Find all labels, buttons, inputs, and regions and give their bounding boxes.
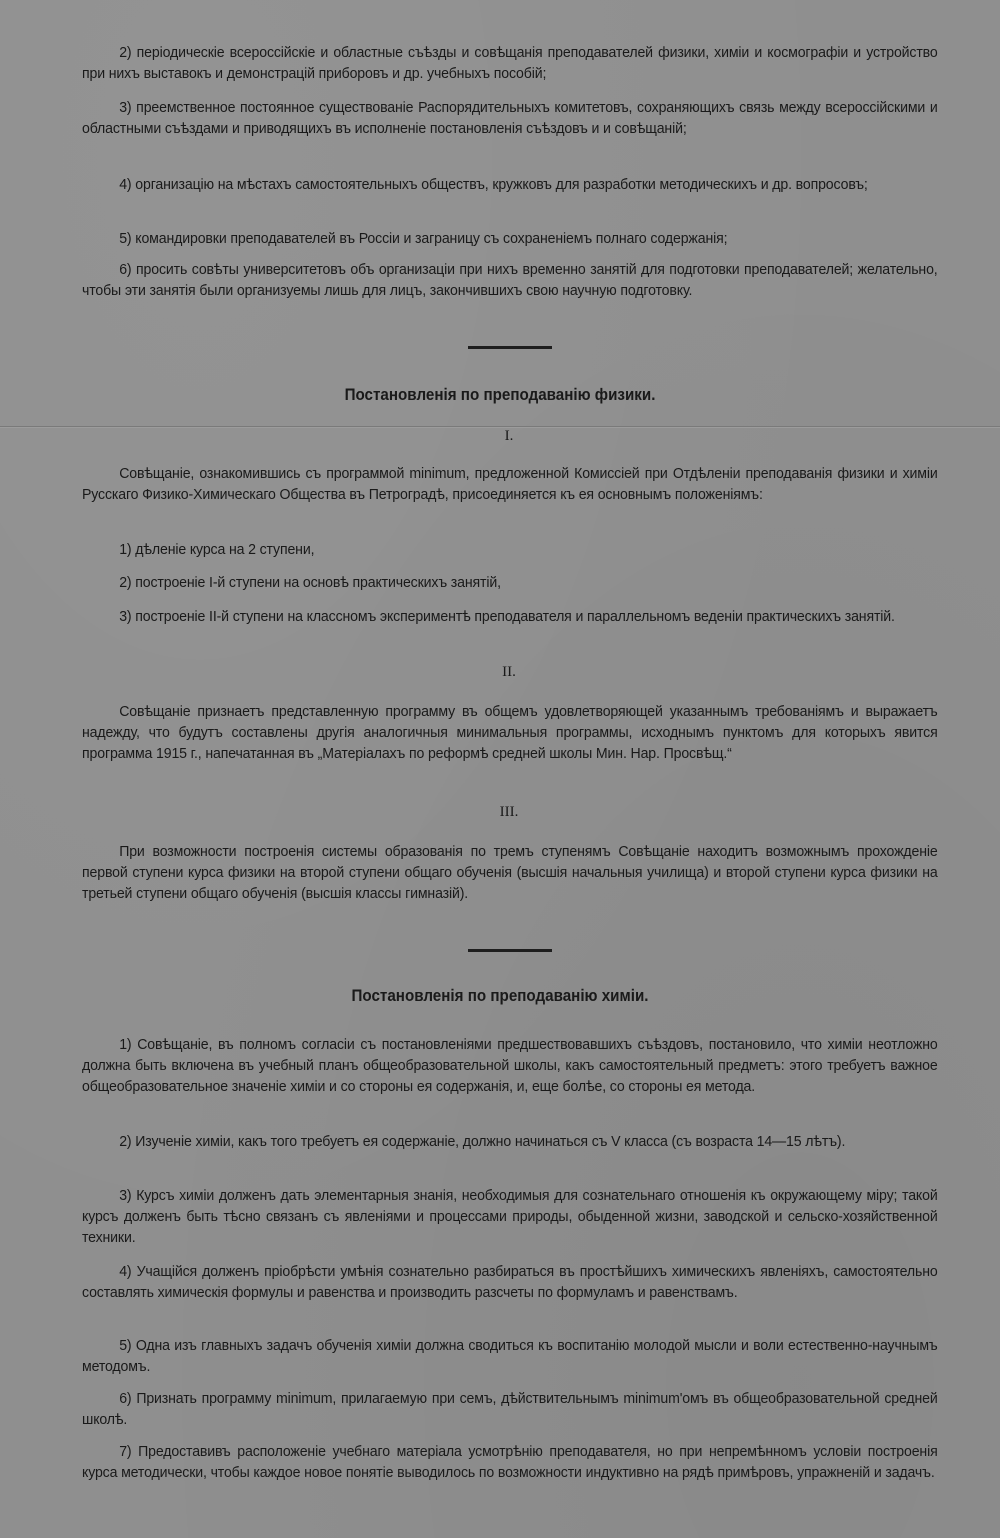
chemistry-list-item: 1) Совѣщаніе, въ полномъ согласіи съ постановленіями предшествовавшихъ съѣздовъ, постановило, что химіи неотложно должна быть включена въ учебный планъ общеобразовательной школы, какъ самостоятельный предметъ: этого требуетъ важное общеобразовательное значеніе химіи и со стороны ея содержанія, и, еще болѣе, со стороны ея метода. [82, 1036, 938, 1095]
section-divider [468, 346, 552, 349]
physics-list-item: 3) построеніе II-й ступени на классномъ экспериментѣ преподавателя и параллельномъ веденіи практическихъ занятій. [119, 608, 895, 625]
chemistry-list-item: 3) Курсъ химіи долженъ дать элементарныя знанія, необходимыя для сознательнаго отношенія къ окружающему міру; такой курсъ долженъ быть тѣсно связанъ съ явленіями и процессами природы, обыденной жизни, заводской и сельско-хозяйственной техники. [82, 1187, 938, 1246]
physics-section-title: Постановленія по преподаванію физики. [344, 386, 656, 404]
chemistry-list-item: 2) Изученіе химіи, какъ того требуетъ ея содержаніе, должно начинаться съ V класса (съ возраста 14—15 лѣтъ). [119, 1133, 846, 1150]
intro-list-item: 5) командировки преподавателей въ Россіи и заграницу съ сохраненіемъ полнаго содержанія; [119, 230, 728, 247]
physics-section-II-text: Совѣщаніе признаетъ представленную программу въ общемъ удовлетворяющей указаннымъ требованіямъ и выражаетъ надежду, что будутъ составлены другія аналогичныя минимальныя программы, исходнымъ пунктомъ для которыхъ явится программа 1915 г., напечатанная въ „Матеріалахъ по реформѣ средней школы Мин. Нар. Просвѣщ.“ [82, 703, 938, 762]
chemistry-list-item: 4) Учащійся долженъ пріобрѣсти умѣнія сознательно разбираться въ простѣйшихъ химическихъ явленіяхъ, самостоятельно составлять химическія формулы и равенства и производить разсчеты по формуламъ и равенствамъ. [82, 1263, 938, 1301]
physics-section-I-intro: Совѣщаніе, ознакомившись съ программой minimum, предложенной Комиссіей при Отдѣленіи преподаванія физики и химіи Русскаго Физико-Химическаго Общества въ Петроградѣ, присоединяется къ ея основнымъ положеніямъ: [82, 465, 938, 503]
chemistry-list-item: 7) Предоставивъ расположеніе учебнаго матеріала усмотрѣнію преподавателя, но при непремѣнномъ условіи построенія курса методически, чтобы каждое новое понятіе выводилось по возможности индуктивно на рядѣ примѣровъ, упражненій и задачъ. [82, 1443, 938, 1481]
intro-list-item: 4) организацію на мѣстахъ самостоятельныхъ обществъ, кружковъ для разработки методическихъ и др. вопросовъ; [119, 176, 868, 193]
chemistry-section-title: Постановленія по преподаванію химіи. [351, 987, 649, 1005]
physics-section-III-text: При возможности построенія системы образованія по тремъ ступенямъ Совѣщаніе находитъ возможнымъ прохожденіе первой ступени курса физики на второй ступени общаго обученія (высшія начальныя училища) и второй ступени курса физики на третьей ступени общаго обученія (высшія классы гимназій). [82, 843, 938, 902]
intro-list-item: 3) преемственное постоянное существованіе Распорядительныхъ комитетовъ, сохраняющихъ связь между всероссійскими и областными съѣздами и приводящихъ въ исполненіе постановленія съѣздовъ и и совѣщаній; [82, 99, 938, 137]
section-numeral: I. [504, 428, 514, 444]
section-numeral: III. [499, 804, 519, 820]
chemistry-list-item: 5) Одна изъ главныхъ задачъ обученія химіи должна сводиться къ воспитанію молодой мысли и воли естественно-научнымъ методомъ. [82, 1337, 938, 1375]
section-divider [468, 949, 552, 952]
physics-list-item: 2) построеніе I-й ступени на основѣ практическихъ занятій, [119, 574, 501, 591]
section-numeral: II. [502, 664, 516, 680]
intro-list-item: 6) просить совѣты университетовъ объ организаціи при нихъ временно занятій для подготовки преподавателей; желательно, чтобы эти занятія были организуемы лишь для лицъ, закончившихъ свою научную подготовку. [82, 261, 938, 299]
physics-list-item: 1) дѣленіе курса на 2 ступени, [119, 541, 315, 558]
intro-list-item: 2) періодическіе всероссійскіе и областные съѣзды и совѣщанія преподавателей физики, химіи и космографіи и устройство при нихъ выставокъ и демонстрацій приборовъ и др. учебныхъ пособій; [82, 44, 938, 82]
chemistry-list-item: 6) Признать программу minimum, прилагаемую при семъ, дѣйствительнымъ minimum'омъ въ общеобразовательной средней школѣ. [82, 1390, 938, 1428]
